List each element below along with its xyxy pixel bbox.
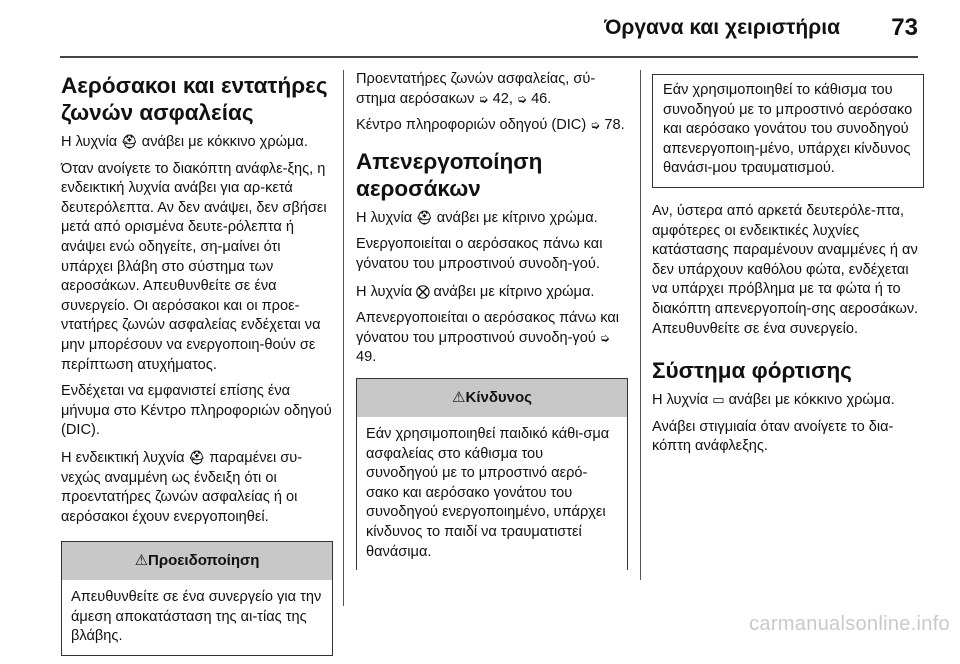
paragraph: Η ενδεικτική λυχνία ⛑ παραμένει συ-νεχώς αναμμένη ως ένδειξη ότι οι προεντατήρες ζωνών ασφαλείας ή οι αερόσακοι έχουν ενεργοποιηθεί. <box>61 449 303 525</box>
page-reference-icon: ➭ <box>599 330 610 345</box>
airbag-on-icon: ⛑ <box>416 209 433 225</box>
page-ref-link[interactable]: 78 <box>604 117 621 134</box>
paragraph: Η λυχνία ⛑ ανάβει με κόκκινο χρώμα. <box>61 134 308 150</box>
section-heading-charging-system: Σύστημα φόρτισης <box>652 358 852 384</box>
warning-triangle-icon: ⚠ <box>452 388 466 406</box>
paragraph: Η λυχνία ⛒ ανάβει με κίτρινο χρώμα. <box>356 283 595 300</box>
warning-box <box>61 541 333 656</box>
paragraph: Ανάβει στιγμιαία όταν ανοίγετε το δια-κόπτη ανάφλεξης. <box>652 418 894 455</box>
paragraph: Όταν ανοίγετε το διακόπτη ανάφλε-ξης, η ενδεικτική λυχνία ανάβει για αρ-κετά δευτερόλεπτα. Αν δεν ανάψει, δεν σβήσει μετά από ορισμένα δευτε-ρόλεπτα ή ανάψει ενώ οδηγείτε, ση-μαίνει ότι υπάρχει βλάβη στο σύστημα των αεροσάκων. Απευθυνθείτε σε ένα συνεργείο. Οι αερόσακοι και οι προε-ντατήρες ζωνών ασφαλείας ενδέχεται να μην μπορέσουν να ενεργοποιη-θούν σε περίπτωση ατυχήματος. <box>61 160 327 373</box>
page-reference-icon: ➭ <box>478 91 489 106</box>
battery-icon: ▭ <box>712 392 725 408</box>
warning-box-text: Απευθυνθείτε σε ένα συνεργείο για την άμεση αποκατάσταση της αι-τίας της βλάβης. <box>71 589 322 645</box>
paragraph: Ενεργοποιείται ο αερόσακος πάνω και γόνατου του μπροστινού συνοδη-γού. <box>356 236 603 272</box>
danger-box-text: Εάν χρησιμοποιηθεί παιδικό κάθι-σμα ασφαλείας στο κάθισμα του συνοδηγού με το μπροστινό αερό-σακο και αερόσακο γονάτου του συνοδηγού ενεργοποιημένο, υπάρχει κίνδυνος το παιδί να τραυματιστεί θανάσιμα. <box>366 425 610 560</box>
airbag-warning-icon: ⛑ <box>188 449 206 465</box>
column-divider-2 <box>640 70 641 580</box>
danger-box-continued-text: Εάν χρησιμοποιηθεί το κάθισμα του συνοδηγού με το μπροστινό αερόσακο και αερόσακο γονάτου του συνοδηγού απενεργοποιη-μένο, υπάρχει κίνδυνος θανάσι-μου τραυματισμού. <box>663 82 913 177</box>
paragraph: Αν, ύστερα από αρκετά δευτερόλε-πτα, αμφότερες οι ενδεικτικές λυχνίες κατάστασης παραμένουν αναμμένες ή αν δεν υπάρχουν καθόλου φώτα, ενδέχεται να υπάρχει πρόβλημα με τα φώτα ή το διακόπτη απενεργοποίη-σης αεροσάκων. Απευθυνθείτε σε ένα συνεργείο. <box>652 202 919 337</box>
section-heading-airbag-deactivation: Απενεργοποίηση αεροσάκων <box>356 148 543 201</box>
column-2 <box>356 70 628 570</box>
column-divider-1 <box>343 70 344 606</box>
danger-box <box>356 378 628 570</box>
page-reference-icon: ➭ <box>516 91 527 106</box>
watermark: carmanualsonline.info <box>749 613 950 635</box>
danger-box-header: ⚠Κίνδυνος <box>357 379 627 417</box>
page-number: 73 <box>891 14 918 41</box>
page-reference-icon: ➭ <box>590 118 601 133</box>
airbag-warning-icon: ⛑ <box>121 134 138 149</box>
airbag-off-icon: ⛒ <box>416 283 430 299</box>
column-3 <box>652 70 924 464</box>
page-ref-link[interactable]: 42 <box>492 90 509 107</box>
paragraph: Κέντρο πληροφοριών οδηγού (DIC) ➭ 78. <box>356 117 625 134</box>
paragraph: Ενδέχεται να εμφανιστεί επίσης ένα μήνυμα στο Κέντρο πληροφοριών οδηγού (DIC). <box>61 383 332 439</box>
page-ref-link[interactable]: 46 <box>531 90 548 107</box>
paragraph: Η λυχνία ▭ ανάβει με κόκκινο χρώμα. <box>652 392 895 409</box>
paragraph: Προεντατήρες ζωνών ασφαλείας, σύ-στημα αερόσακων ➭ 42, ➭ 46. <box>356 71 596 107</box>
warning-box-header: ⚠Προειδοποίηση <box>62 542 332 580</box>
column-1 <box>61 70 333 664</box>
page-ref-link[interactable]: 49 <box>356 349 373 366</box>
warning-triangle-icon: ⚠ <box>134 552 149 570</box>
paragraph: Απενεργοποιείται ο αερόσακος πάνω και γόνατου του μπροστινού συνοδη-γού ➭ 49. <box>356 310 620 366</box>
danger-box-continued <box>652 74 924 188</box>
header-rule <box>60 56 918 58</box>
section-heading-airbags: Αερόσακοι και εντατήρες ζωνών ασφαλείας <box>61 73 328 125</box>
header-title: Όργανα και χειριστήρια <box>604 16 840 39</box>
page-header <box>0 0 960 58</box>
paragraph: Η λυχνία ⛑ ανάβει με κίτρινο χρώμα. <box>356 209 598 226</box>
